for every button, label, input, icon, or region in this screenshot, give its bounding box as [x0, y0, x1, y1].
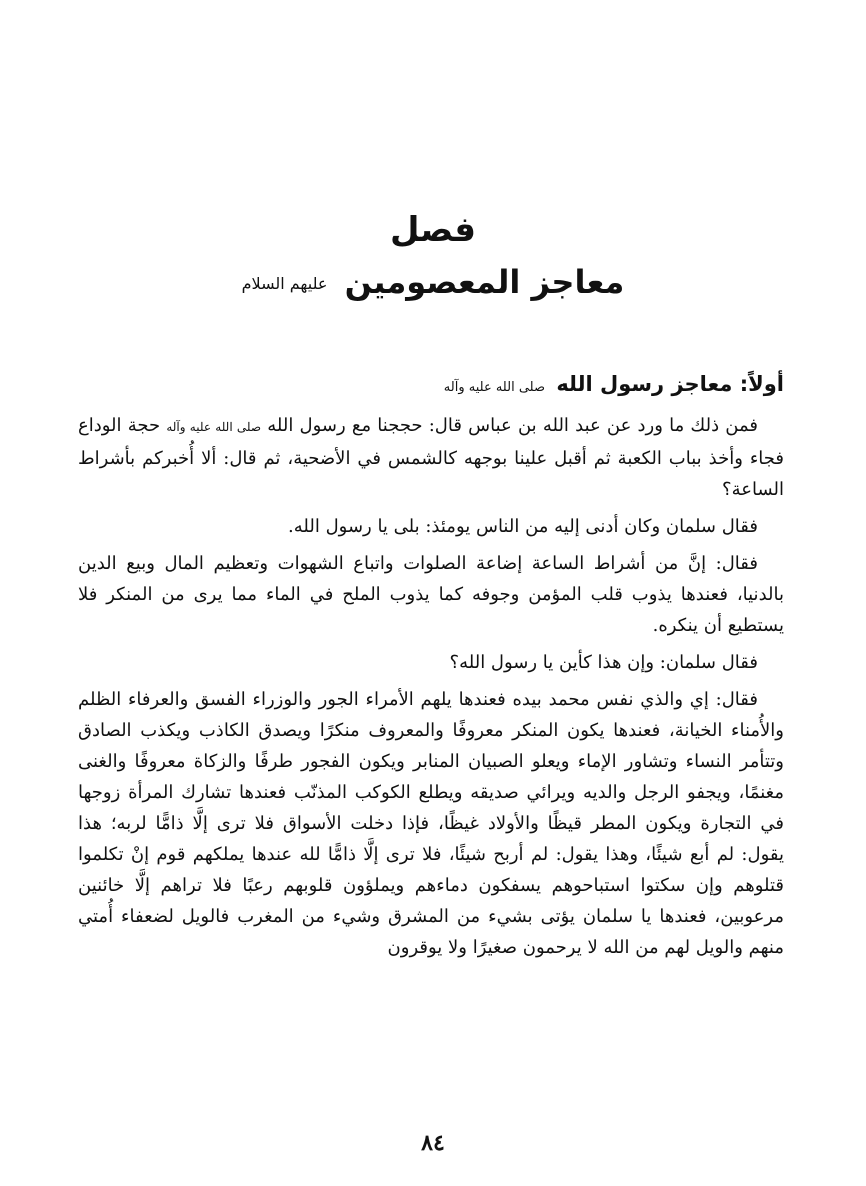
section-heading — [78, 364, 784, 408]
chapter-title-text: معاجز المعصومين — [344, 263, 625, 301]
chapter-label: فصل — [389, 210, 477, 250]
chapter-title-honorific: عليهم السلام — [241, 274, 328, 293]
paragraph-2: فقال سلمان وكان أدنى إليه من الناس يومئذ: بلى يا رسول الله. — [288, 516, 758, 537]
paragraph-5: فقال: إي والذي نفس محمد بيده فعندها يلهم الأمراء الجور والوزراء الفسق والعرفاء الظلم والأُمناء الخيانة، فعندها يكون المنكر معروفًا والمعروف منكرًا ويصدق الكاذب ويكذب الصادق وتتأمر النساء وتشاور الإماء ويعلو الصبيان المنابر ويكون الفجور طرفًا والزكاة معروفًا والغنى مغنمًا، ويجفو الرجل والديه ويرائي صديقه ويطلع الكوكب المذنّب فعندها تشارك المرأة زوجها في التجارة ويكون المطر قيظًا والأولاد غيظًا، فإذا دخلت الأسواق فلا ترى إلَّا ذامًّا لربه؛ هذا يقول: لم أبع شيئًا، وهذا يقول: لم أربح شيئًا، فلا ترى إلَّا ذامًّا لله عندها يملكهم قوم إنْ تكلموا قتلوهم وإن سكتوا استباحوهم يسفكون دماءهم ويملؤون قلوبهم رعبًا فلا تراهم إلَّا خائنين مرعوبين، فعندها يا سلمان يؤتى بشيء من المشرق وشيء من المغرب فالويل لضعفاء أُمتي منهم والويل لهم من الله لا يرحمون صغيرًا ولا يوقرون — [78, 689, 784, 958]
paragraph-1-part-a: فمن ذلك ما ورد عن عبد الله بن عباس قال: حججنا مع رسول الله — [267, 415, 758, 436]
paragraph-1-honorific: صلى الله عليه وآله — [166, 420, 262, 434]
paragraph-4: فقال سلمان: وإن هذا كأين يا رسول الله؟ — [449, 652, 758, 673]
paragraph-1 — [78, 410, 784, 505]
section-heading-honorific: صلى الله عليه وآله — [443, 380, 545, 395]
chapter-title — [0, 262, 866, 304]
section-heading-text: أولاً: معاجز رسول الله — [556, 372, 784, 396]
paragraph-3: فقال: إنَّ من أشراط الساعة إضاعة الصلوات واتباع الشهوات وتعظيم المال وبيع الدين بالدنيا، فعندها يذوب قلب المؤمن وجوفه كما يذوب الملح في الماء مما يرى من المنكر فلا يستطيع أن ينكره. — [78, 553, 784, 636]
page-number: ٨٤ — [421, 1130, 445, 1156]
body-text — [78, 364, 784, 969]
paragraph-1-part-b: حجة الوداع فجاء وأخذ بباب الكعبة ثم أقبل علينا بوجهه كالشمس في الأضحية، ثم قال: ألا أُخبركم بأشراط الساعة؟ — [78, 415, 784, 500]
